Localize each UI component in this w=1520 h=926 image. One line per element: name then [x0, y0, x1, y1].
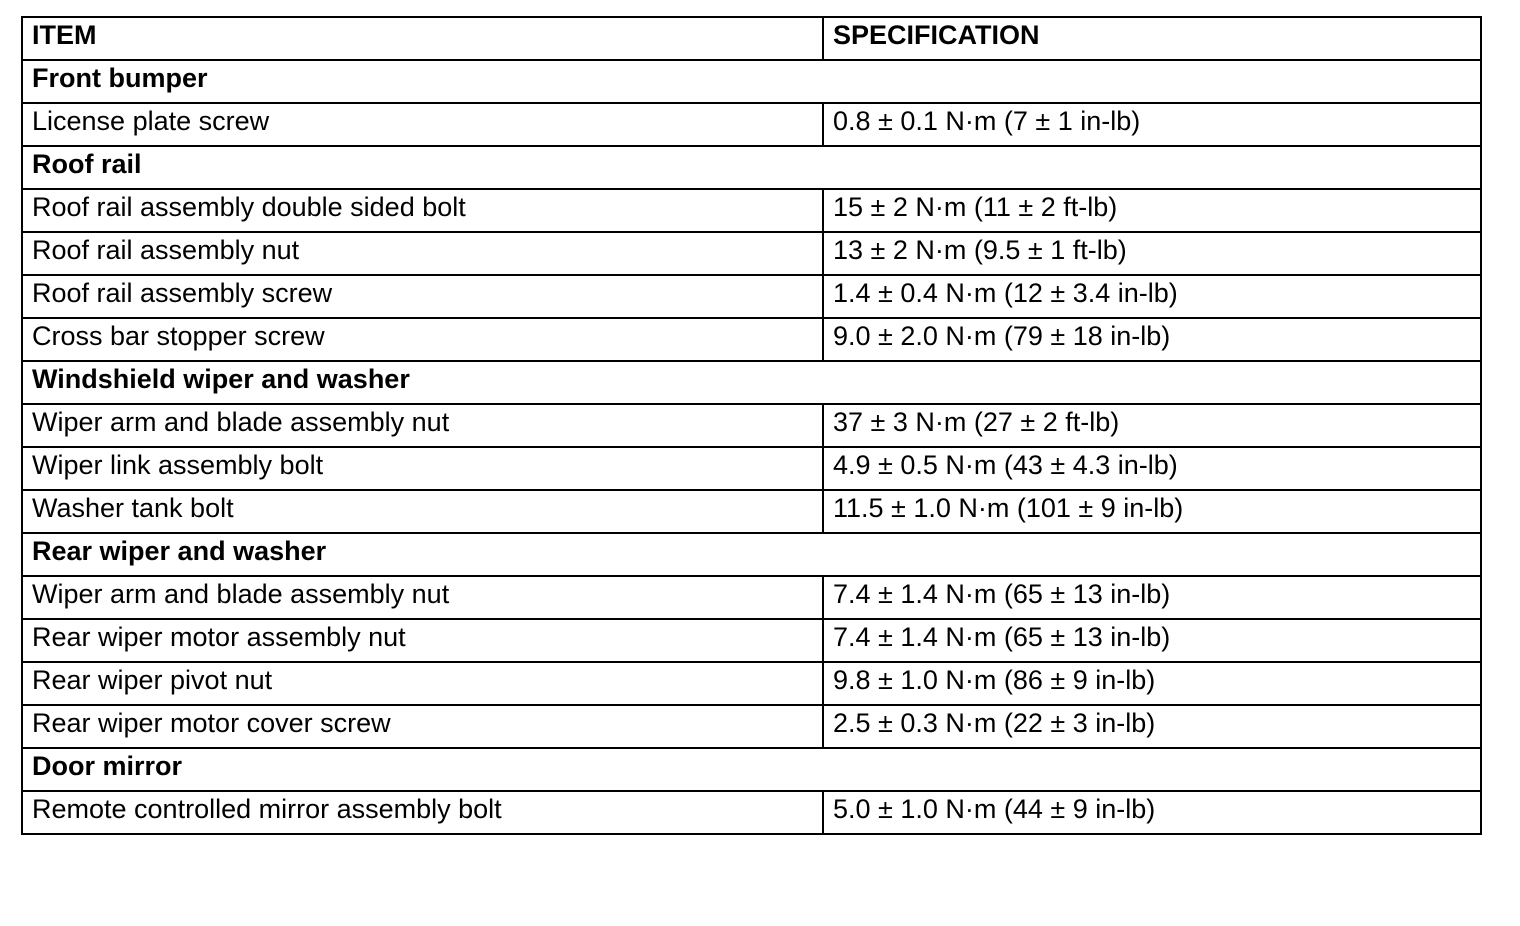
specification-cell: 2.5 ± 0.3 N·m (22 ± 3 in-lb) — [823, 705, 1481, 748]
table-row — [22, 490, 1481, 533]
table-row — [22, 103, 1481, 146]
item-cell: Wiper arm and blade assembly nut — [22, 576, 823, 619]
specification-cell: 11.5 ± 1.0 N·m (101 ± 9 in-lb) — [823, 490, 1481, 533]
section-row — [22, 146, 1481, 189]
item-cell: Rear wiper motor cover screw — [22, 705, 823, 748]
table-row — [22, 447, 1481, 490]
table-row — [22, 705, 1481, 748]
column-header-specification: SPECIFICATION — [823, 17, 1481, 60]
column-header-item: ITEM — [22, 17, 823, 60]
specification-cell: 4.9 ± 0.5 N·m (43 ± 4.3 in-lb) — [823, 447, 1481, 490]
item-cell: Remote controlled mirror assembly bolt — [22, 791, 823, 834]
section-heading: Roof rail — [22, 146, 1481, 189]
table-row — [22, 662, 1481, 705]
table-row — [22, 576, 1481, 619]
section-heading: Door mirror — [22, 748, 1481, 791]
section-row — [22, 748, 1481, 791]
table-row — [22, 318, 1481, 361]
table-body — [22, 60, 1481, 834]
item-cell: Rear wiper motor assembly nut — [22, 619, 823, 662]
specification-cell: 7.4 ± 1.4 N·m (65 ± 13 in-lb) — [823, 576, 1481, 619]
specification-cell: 5.0 ± 1.0 N·m (44 ± 9 in-lb) — [823, 791, 1481, 834]
item-cell: Cross bar stopper screw — [22, 318, 823, 361]
torque-specification-table — [21, 16, 1482, 835]
item-cell: License plate screw — [22, 103, 823, 146]
section-row — [22, 361, 1481, 404]
specification-cell: 15 ± 2 N·m (11 ± 2 ft-lb) — [823, 189, 1481, 232]
specification-cell: 13 ± 2 N·m (9.5 ± 1 ft-lb) — [823, 232, 1481, 275]
specification-cell: 1.4 ± 0.4 N·m (12 ± 3.4 in-lb) — [823, 275, 1481, 318]
specification-cell: 9.8 ± 1.0 N·m (86 ± 9 in-lb) — [823, 662, 1481, 705]
item-cell: Roof rail assembly nut — [22, 232, 823, 275]
table-row — [22, 275, 1481, 318]
table-row — [22, 791, 1481, 834]
section-row — [22, 533, 1481, 576]
table-row — [22, 189, 1481, 232]
item-cell: Wiper link assembly bolt — [22, 447, 823, 490]
specification-cell: 7.4 ± 1.4 N·m (65 ± 13 in-lb) — [823, 619, 1481, 662]
item-cell: Roof rail assembly double sided bolt — [22, 189, 823, 232]
table-row — [22, 232, 1481, 275]
item-cell: Roof rail assembly screw — [22, 275, 823, 318]
table-header-row — [22, 17, 1481, 60]
specification-cell: 0.8 ± 0.1 N·m (7 ± 1 in-lb) — [823, 103, 1481, 146]
item-cell: Washer tank bolt — [22, 490, 823, 533]
specification-cell: 37 ± 3 N·m (27 ± 2 ft-lb) — [823, 404, 1481, 447]
item-cell: Rear wiper pivot nut — [22, 662, 823, 705]
item-cell: Wiper arm and blade assembly nut — [22, 404, 823, 447]
specification-cell: 9.0 ± 2.0 N·m (79 ± 18 in-lb) — [823, 318, 1481, 361]
section-heading: Rear wiper and washer — [22, 533, 1481, 576]
table-row — [22, 404, 1481, 447]
section-heading: Windshield wiper and washer — [22, 361, 1481, 404]
table-row — [22, 619, 1481, 662]
section-row — [22, 60, 1481, 103]
section-heading: Front bumper — [22, 60, 1481, 103]
